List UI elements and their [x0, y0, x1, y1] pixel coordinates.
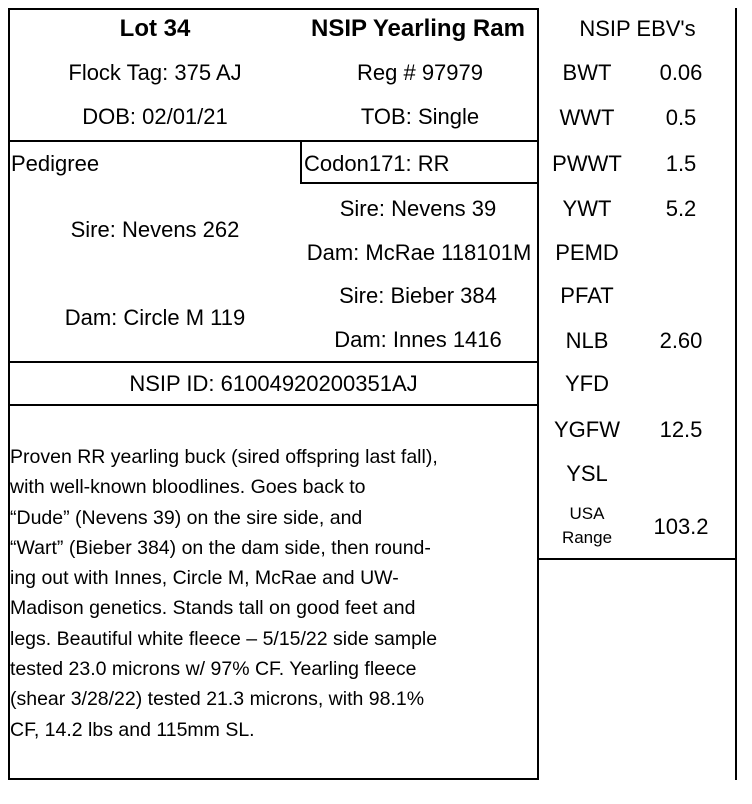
flock-tag: Flock Tag: 375 AJ — [68, 60, 242, 85]
ebv-bottom-line — [537, 558, 737, 560]
description-line: with well-known bloodlines. Goes back to — [10, 476, 366, 499]
ebv-label-yfd: YFD — [565, 371, 609, 396]
lot-number: Lot 34 — [119, 15, 191, 42]
usa-label-line-2: Range — [561, 528, 613, 547]
registration-number: Reg # 97979 — [357, 60, 483, 85]
description-line: “Dude” (Nevens 39) on the sire side, and — [10, 506, 363, 529]
ebv-label-ysl: YSL — [566, 461, 608, 486]
ebv-value-nlb: 2.60 — [659, 328, 703, 353]
ebv-label-ygfw: YGFW — [554, 417, 620, 442]
ebv-label-bwt: BWT — [562, 60, 612, 85]
usa-range-value: 103.2 — [653, 514, 709, 539]
date-of-birth: DOB: 02/01/21 — [82, 104, 228, 129]
ebv-label-nlb: NLB — [565, 328, 609, 353]
pedigree-label: Pedigree — [11, 151, 100, 176]
nsip-id-bottom-line — [8, 404, 538, 406]
usa-label-line-1: USA — [569, 504, 605, 523]
ebv-label-pfat: PFAT — [560, 283, 614, 308]
dam-sire: Sire: Bieber 384 — [339, 283, 497, 308]
sire: Sire: Nevens 262 — [70, 217, 240, 242]
nsip-id: NSIP ID: 61004920200351AJ — [129, 371, 418, 396]
ebv-label-pwwt: PWWT — [552, 151, 622, 176]
description-line: Proven RR yearling buck (sired offspring last fall), — [10, 446, 438, 468]
listing-title: NSIP Yearling Ram — [311, 15, 525, 42]
description-line: Madison genetics. Stands tall on good feet and — [10, 597, 416, 620]
codon-value: Codon171: RR — [304, 151, 450, 176]
ebv-label-pemd: PEMD — [555, 240, 619, 265]
description-line: (shear 3/28/22) tested 21.3 microns, with 98.1% — [10, 688, 425, 711]
ebv-value-ywt: 5.2 — [665, 196, 697, 221]
usa-range-label — [542, 502, 632, 550]
ebv-title: NSIP EBV's — [579, 16, 696, 41]
sire-sire: Sire: Nevens 39 — [339, 196, 497, 221]
ebv-value-wwt: 0.5 — [665, 105, 697, 130]
nsip-id-top-line — [8, 361, 538, 363]
description-line: tested 23.0 microns w/ 97% CF. Yearling fleece — [10, 658, 417, 681]
description-line: ing out with Innes, Circle M, McRae and UW- — [10, 567, 399, 590]
description-line: “Wart” (Bieber 384) on the dam side, then round- — [10, 536, 431, 559]
description — [10, 442, 538, 745]
description-line: CF, 14.2 lbs and 115mm SL. — [10, 718, 255, 741]
sire-dam: Dam: McRae 118101M — [306, 240, 532, 265]
type-of-birth: TOB: Single — [360, 104, 480, 129]
dam: Dam: Circle M 119 — [64, 305, 246, 330]
ebv-right-border — [735, 8, 737, 780]
description-line: legs. Beautiful white fleece – 5/15/22 side sample — [10, 627, 438, 650]
outer-top-border — [8, 8, 538, 10]
outer-bottom-border — [8, 778, 538, 780]
ebv-label-ywt: YWT — [562, 196, 612, 221]
ebv-value-bwt: 0.06 — [659, 60, 703, 85]
dam-dam: Dam: Innes 1416 — [334, 327, 502, 352]
ebv-value-ygfw: 12.5 — [659, 417, 703, 442]
ebv-label-wwt: WWT — [559, 105, 615, 130]
ebv-value-pwwt: 1.5 — [665, 151, 697, 176]
